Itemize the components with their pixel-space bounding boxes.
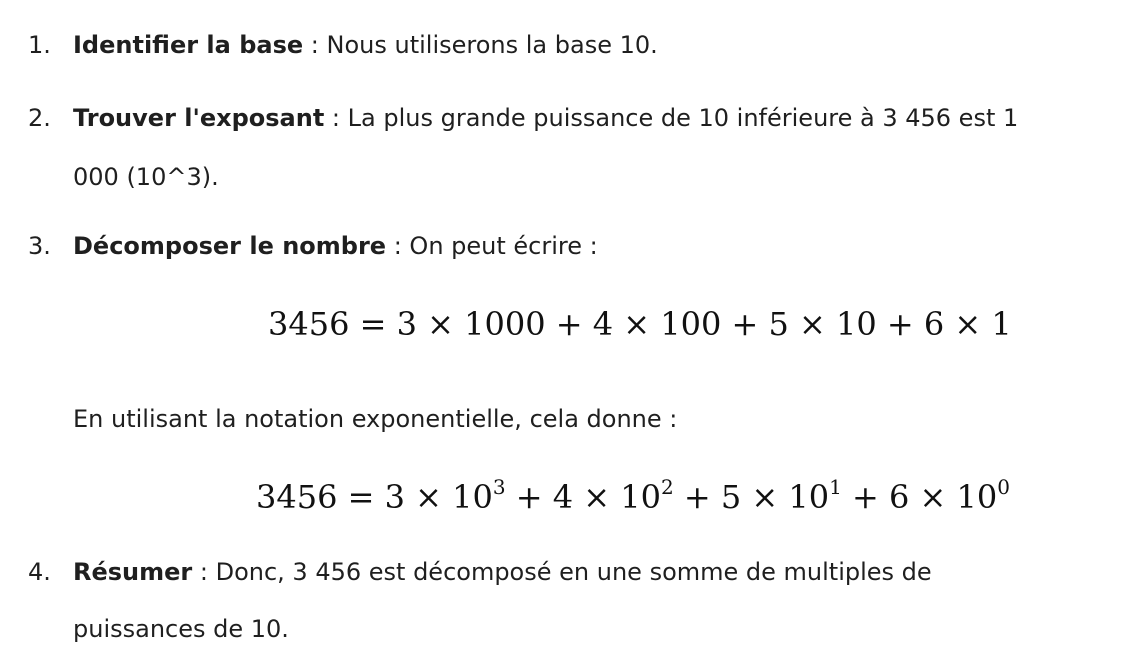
eq-exponent: 1 <box>829 475 842 499</box>
eq-exponent: 2 <box>660 475 674 499</box>
step-1 <box>28 22 1127 69</box>
step-title: Identifier la base <box>73 31 304 59</box>
step-4-continuation: puissances de 10. <box>73 615 289 643</box>
step-number: 2. <box>28 104 51 132</box>
step-title: Trouver l'exposant <box>73 104 325 132</box>
eq-term: + 5 × 10 <box>673 478 830 516</box>
step-text: : Nous utiliserons la base 10. <box>303 31 658 59</box>
step-text: : On peut écrire : <box>386 232 598 260</box>
step-text: : Donc, 3 456 est décomposé en une somme de multiples de <box>192 558 932 586</box>
step-number: 4. <box>28 558 51 586</box>
step-number: 3. <box>28 232 51 260</box>
step-text: : La plus grande puissance de 10 inférieure à 3 456 est 1 <box>324 104 1019 132</box>
equation-exponential <box>256 475 1010 516</box>
eq-term: 3456 = 3 × 10 <box>256 478 493 516</box>
eq-term: + 6 × 10 <box>841 478 998 516</box>
equation-expanded: 3456 = 3 × 1000 + 4 × 100 + 5 × 10 + 6 × 1 <box>268 305 1012 343</box>
eq-exponent: 0 <box>997 475 1010 499</box>
exponential-intro-text: En utilisant la notation exponentielle, cela donne : <box>73 405 678 433</box>
eq-exponent: 3 <box>492 475 506 499</box>
step-title: Résumer <box>73 558 193 586</box>
step-title: Décomposer le nombre <box>73 232 387 260</box>
step-4 <box>28 549 1127 596</box>
step-2 <box>28 95 1127 142</box>
step-number: 1. <box>28 31 51 59</box>
eq-term: + 4 × 10 <box>505 478 661 516</box>
step-3 <box>28 223 1127 270</box>
step-2-continuation: 000 (10^3). <box>73 163 219 191</box>
